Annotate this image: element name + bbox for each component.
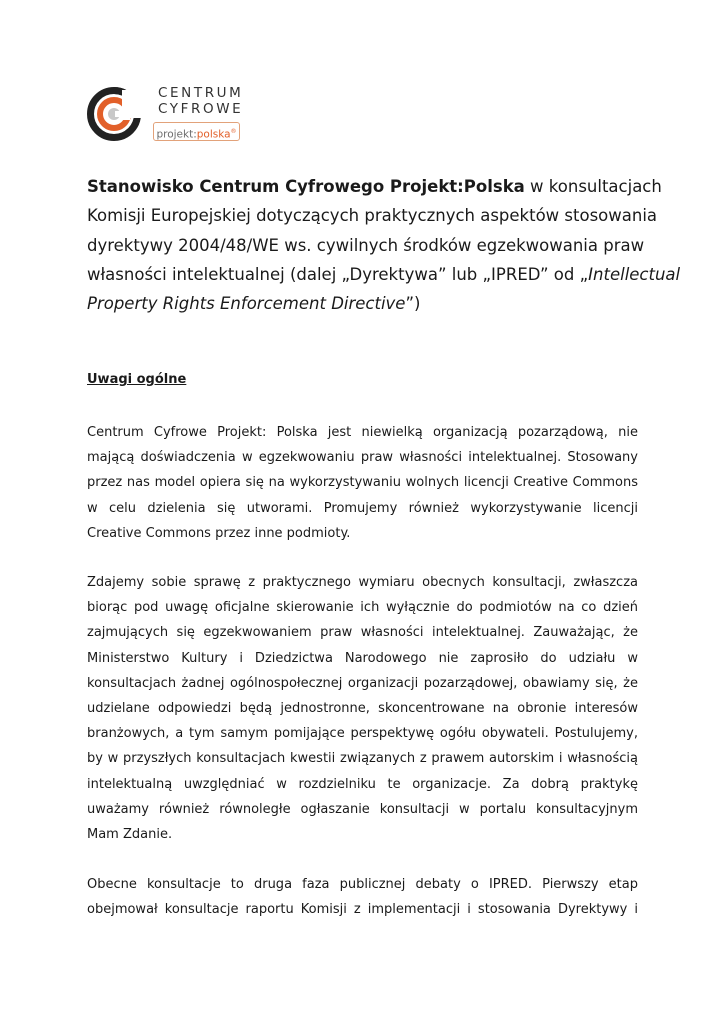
- badge-text-polska: polska: [196, 128, 231, 141]
- paragraph-line: przez nas model opiera się na wykorzystywaniu wolnych licencji Creative Commons: [87, 475, 638, 491]
- paragraph-line: konsultacjach żadnej ogólnospołecznej organizacji pozarządowej, obawiamy się, że: [87, 675, 638, 691]
- registered-mark: ®: [230, 128, 237, 135]
- paragraph-line: Zdajemy sobie sprawę z praktycznego wymiaru obecnych konsultacji, zwłaszcza: [87, 575, 638, 590]
- paragraph-2: [87, 570, 638, 847]
- paragraph-line: Centrum Cyfrowe Projekt: Polska jest niewielką organizacją pozarządową, nie: [87, 425, 638, 440]
- paragraph-line: branżowych, a tym samym pomijające perspektywę ogółu obywateli. Postulujemy,: [87, 726, 638, 742]
- title-line-2: Komisji Europejskiej dotyczących praktycznych aspektów stosowania: [87, 206, 658, 226]
- logo-line-2: CYFROWE: [158, 100, 244, 117]
- projekt-polska-badge: [153, 122, 240, 141]
- logo: [86, 86, 256, 146]
- paragraph-line: w celu dzielenia się utworami. Promujemy również wykorzystywanie licencji: [87, 500, 638, 516]
- logo-line-1: CENTRUM: [158, 85, 244, 101]
- paragraph-line: obejmował konsultacje raportu Komisji z implementacji i stosowania Dyrektywy i: [87, 902, 638, 918]
- paragraph-line: Obecne konsultacje to druga faza publicznej debaty o IPRED. Pierwszy etap: [87, 877, 638, 892]
- title-line-4: własności intelektualnej (dalej „Dyrektywa” lub „IPRED” od „: [87, 264, 589, 284]
- title-bold: Stanowisko Centrum Cyfrowego Projekt:Polska: [87, 177, 525, 196]
- centrum-cyfrowe-logo-icon: [86, 86, 142, 142]
- paragraph-line: mającą doświadczenia w egzekwowaniu praw własności intelektualnej. Stosowany: [87, 450, 638, 466]
- paragraph-line: intelektualną uwzględniać w rozdzielniku te organizacje. Za dobrą praktykę: [87, 776, 638, 792]
- paragraph-line: by w przyszłych konsultacjach kwestii związanych z prawem autorskim i własnością: [87, 751, 638, 767]
- paragraph-line: biorąc pod uwagę oficjalne skierowanie ich wyłącznie do podmiotów na co dzień: [87, 600, 638, 616]
- document-title: [87, 172, 681, 318]
- title-line-3: dyrektywy 2004/48/WE ws. cywilnych środków egzekwowania praw: [87, 235, 645, 255]
- title-line-5: ”): [405, 294, 421, 314]
- paragraph-1: [87, 420, 638, 546]
- paragraph-line: Mam Zdanie.: [87, 826, 173, 842]
- paragraph-3: [87, 872, 638, 922]
- paragraph-line: Creative Commons przez inne podmioty.: [87, 525, 351, 541]
- paragraph-line: udzielane odpowiedzi będą jednostronne, skoncentrowane na obronie interesów: [87, 700, 638, 716]
- title-line-4-italic: Intellectual: [588, 264, 681, 284]
- section-heading: Uwagi ogólne: [87, 372, 187, 387]
- title-line-5-italic: Property Rights Enforcement Directive: [87, 294, 406, 314]
- logo-wordmark: [158, 86, 278, 117]
- title-line-1: w konsultacjach: [524, 177, 662, 196]
- paragraph-line: Ministerstwo Kultury i Dziedzictwa Narodowego nie zaprosiło do udziału w: [87, 650, 638, 666]
- paragraph-line: zajmujących się egzekwowaniem praw własności intelektualnej. Zauważając, że: [87, 625, 638, 641]
- paragraph-line: uważamy również równoległe ogłaszanie konsultacji w portalu konsultacyjnym: [87, 801, 638, 817]
- badge-text-projekt: projekt:: [156, 128, 197, 141]
